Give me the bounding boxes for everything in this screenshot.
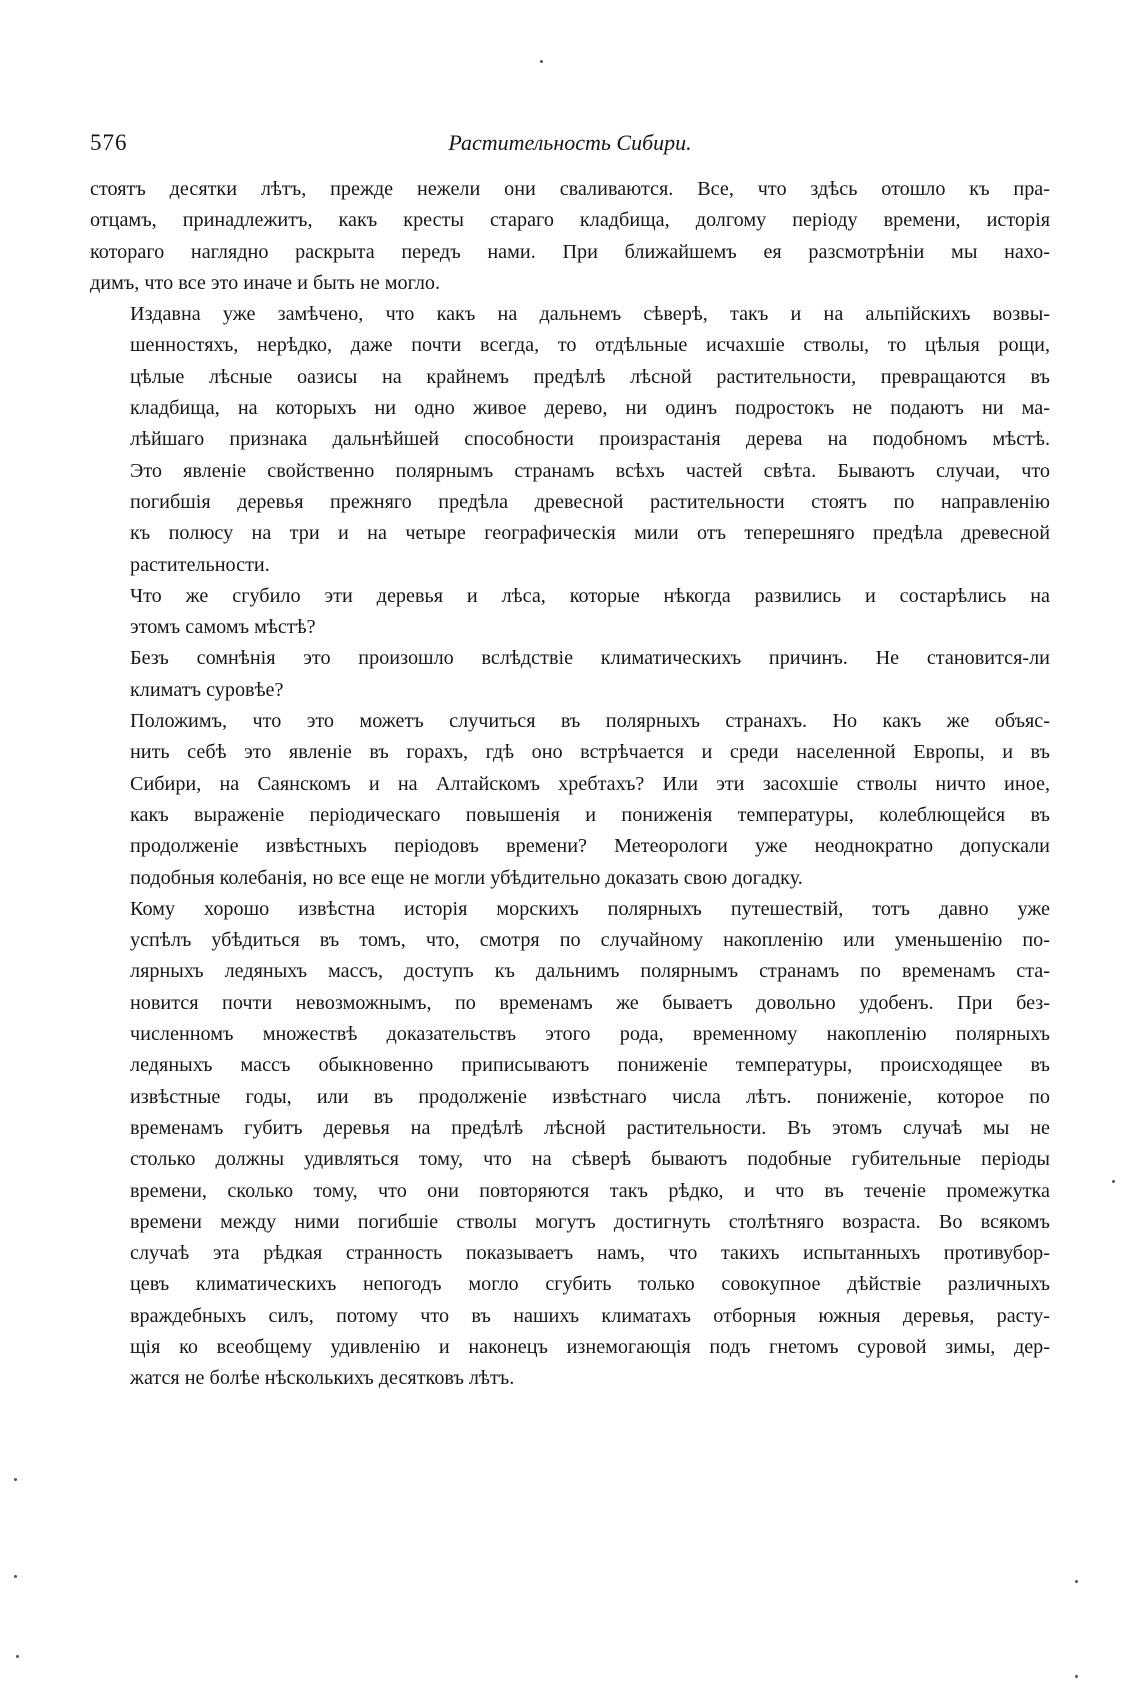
- text-line: случаѣ эта рѣдкая странность показываетъ намъ, что такихъ испытанныхъ противубор-: [130, 1242, 1050, 1265]
- scan-speck: [1075, 1580, 1078, 1583]
- page-number: 576: [90, 130, 128, 155]
- paragraph-6: [90, 894, 1050, 1395]
- text-line: щія ко всеобщему удивленію и наконецъ изнемогающія подъ гнетомъ суровой зимы, дер-: [130, 1335, 1050, 1358]
- scan-speck: [1112, 1180, 1115, 1183]
- text-line: къ полюсу на три и на четыре географическія мили отъ теперешняго предѣла древесной: [130, 522, 1050, 545]
- text-line: времени, сколько тому, что они повторяются такъ рѣдко, и что въ теченіе промежутка: [130, 1179, 1050, 1202]
- text-line: враждебныхъ силъ, потому что въ нашихъ климатахъ отборныя южныя деревья, расту-: [130, 1304, 1050, 1327]
- text-line: Кому хорошо извѣстна исторія морскихъ полярныхъ путешествій, тотъ давно уже: [130, 897, 1050, 920]
- text-line: отцамъ, принадлежитъ, какъ кресты стараго кладбища, долгому періоду времени, исторія: [90, 209, 1050, 232]
- text-line: этомъ самомъ мѣстѣ?: [130, 616, 316, 639]
- text-line: лѣйшаго признака дальнѣйшей способности произрастанія дерева на подобномъ мѣстѣ.: [130, 428, 1050, 451]
- paragraph-4: [90, 643, 1050, 706]
- text-line: димъ, что все это иначе и быть не могло.: [90, 271, 441, 294]
- text-line: Безъ сомнѣнія это произошло вслѣдствіе климатическихъ причинъ. Не становится-ли: [130, 647, 1050, 670]
- scan-speck: [540, 60, 543, 63]
- text-line: столько должны удивляться тому, что на сѣверѣ бываютъ подобные губительные періоды: [130, 1148, 1050, 1171]
- scan-speck: [1075, 1675, 1078, 1678]
- text-line: цевъ климатическихъ непогодъ могло сгубить только совокупное дѣйствіе различныхъ: [130, 1273, 1050, 1296]
- scan-speck: [16, 1655, 19, 1658]
- text-line: Сибири, на Саянскомъ и на Алтайскомъ хребтахъ? Или эти засохшіе стволы ничто иное,: [130, 772, 1050, 795]
- text-line: ледяныхъ массъ обыкновенно приписываютъ пониженіе температуры, происходящее въ: [130, 1054, 1050, 1077]
- text-line: извѣстные годы, или въ продолженіе извѣстнаго числа лѣтъ. пониженіе, которое по: [130, 1085, 1050, 1108]
- body-text: [90, 174, 1050, 1395]
- paragraph-3: [90, 581, 1050, 644]
- text-line: подобныя колебанія, но все еще не могли убѣдительно доказать свою догадку.: [130, 866, 803, 889]
- text-line: стоятъ десятки лѣтъ, прежде нежели они сваливаются. Все, что здѣсь отошло къ пра-: [90, 178, 1050, 200]
- text-line: нить себѣ это явленіе въ горахъ, гдѣ оно встрѣчается и среди населенной Европы, и въ: [130, 741, 1050, 764]
- text-line: Это явленіе свойственно полярнымъ странамъ всѣхъ частей свѣта. Бываютъ случаи, что: [130, 459, 1050, 482]
- text-line: новится почти невозможнымъ, по временамъ же бываетъ довольно удобенъ. При без-: [130, 991, 1050, 1014]
- scan-speck: [14, 1575, 17, 1578]
- text-line: продолженіе извѣстныхъ періодовъ времени? Метеорологи уже неоднократно допускали: [130, 835, 1050, 858]
- text-line: цѣлые лѣсные оазисы на крайнемъ предѣлѣ лѣсной растительности, превращаются въ: [130, 365, 1050, 388]
- text-line: шенностяхъ, нерѣдко, даже почти всегда, то отдѣльные исчахшіе стволы, то цѣлыя рощи,: [130, 334, 1050, 357]
- text-line: растительности.: [130, 553, 270, 576]
- text-line: жатся не болѣе нѣсколькихъ десятковъ лѣтъ.: [130, 1367, 515, 1390]
- text-line: климатъ суровѣе?: [130, 678, 284, 701]
- paragraph-1: [90, 174, 1050, 299]
- text-line: кладбища, на которыхъ ни одно живое дерево, ни одинъ подростокъ не подаютъ ни ма-: [130, 397, 1050, 420]
- text-line: какъ выраженіе періодическаго повышенія и пониженія температуры, колеблющейся въ: [130, 803, 1050, 826]
- text-line: времени между ними погибшіе стволы могутъ достигнуть столѣтняго возраста. Во всякомъ: [130, 1210, 1050, 1233]
- paragraph-2: [90, 299, 1050, 581]
- page-header: [90, 130, 1050, 164]
- text-line: котораго наглядно раскрыта передъ нами. При ближайшемъ ея разсмотрѣніи мы нахо-: [90, 240, 1050, 263]
- text-line: Что же сгубило эти деревья и лѣса, которые нѣкогда развились и состарѣлись на: [130, 584, 1050, 607]
- text-line: успѣлъ убѣдиться въ томъ, что, смотря по случайному накопленію или уменьшенію по-: [130, 929, 1050, 952]
- running-title: Растительность Сибири.: [448, 130, 692, 155]
- text-line: Положимъ, что это можетъ случиться въ полярныхъ странахъ. Но какъ же объяс-: [130, 710, 1050, 733]
- text-line: лярныхъ ледяныхъ массъ, доступъ къ дальнимъ полярнымъ странамъ по временамъ ста-: [130, 960, 1050, 983]
- text-line: Издавна уже замѣчено, что какъ на дальнемъ сѣверѣ, такъ и на альпійскихъ возвы-: [130, 303, 1050, 326]
- text-line: погибшія деревья прежняго предѣла древесной растительности стоятъ по направленію: [130, 490, 1050, 513]
- text-line: численномъ множествѣ доказательствъ этого рода, временному накопленію полярныхъ: [130, 1023, 1050, 1046]
- scan-speck: [14, 1478, 17, 1481]
- paragraph-5: [90, 706, 1050, 894]
- text-line: временамъ губитъ деревья на предѣлѣ лѣсной растительности. Въ этомъ случаѣ мы не: [130, 1116, 1050, 1139]
